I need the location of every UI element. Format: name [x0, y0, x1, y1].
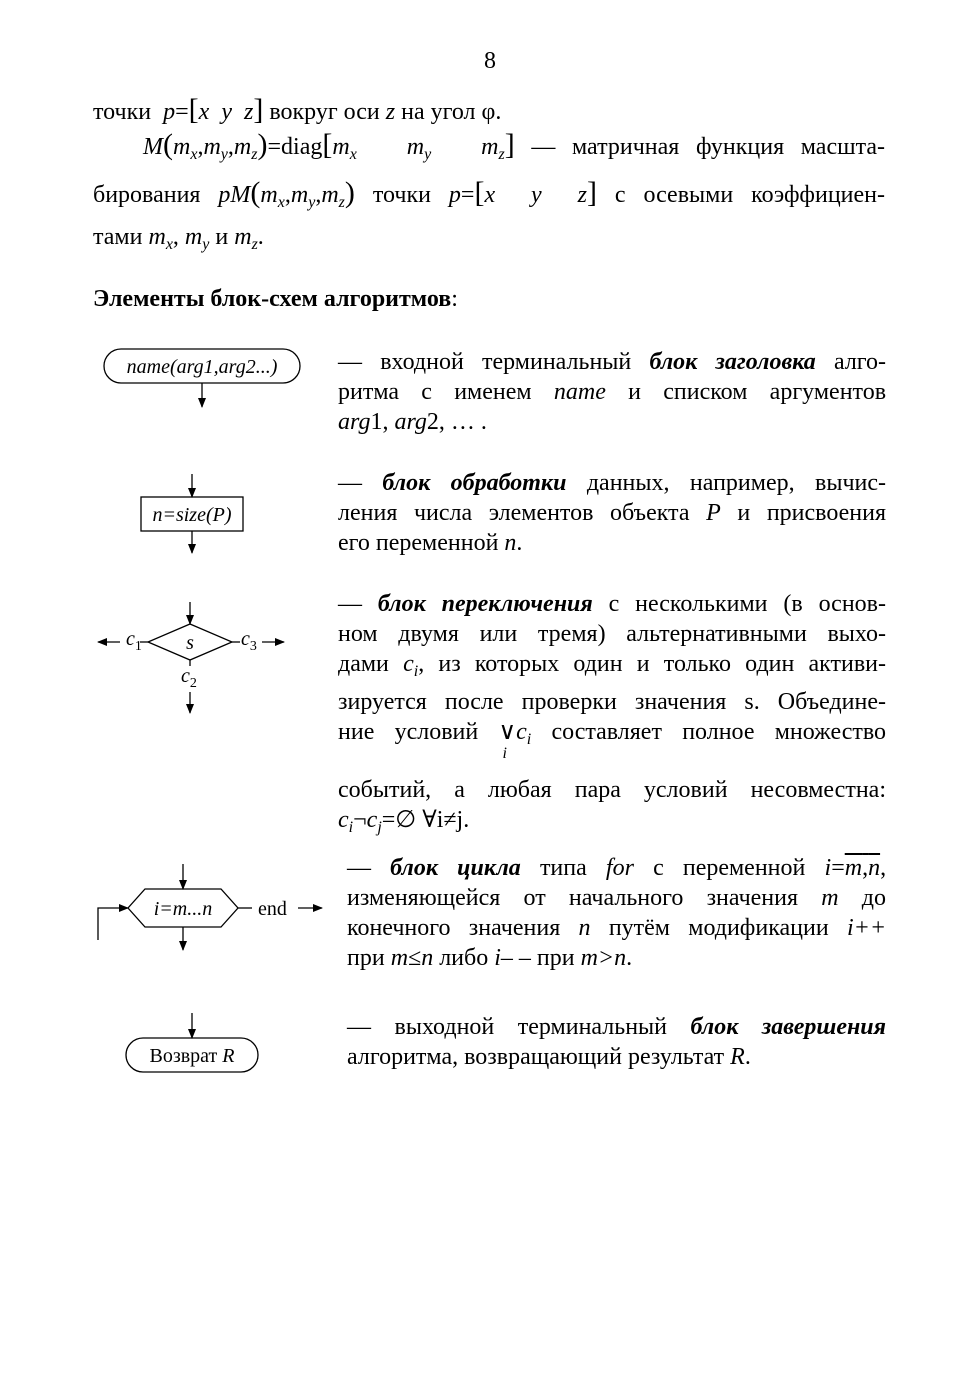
end-terminal-block [126, 1013, 258, 1072]
intro-line-1: точки p=[x y z] вокруг оси z на угол φ. [93, 93, 502, 126]
header-terminal-block [104, 349, 300, 407]
loop-block [98, 864, 322, 950]
loop-block-label: i=m...n [153, 898, 213, 920]
loop-end-label: end [258, 898, 287, 920]
header-block-label: name(arg1,arg2...) [126, 356, 278, 378]
switch-c3-label: $c_3$ [241, 628, 257, 654]
loop-block-description: — блок цикла типа for с переменной i=m,n, изменяющейся от начального значения m до конечного значения n путём модификации i++ при m≤n либо i– – при m>n. [347, 855, 887, 971]
header-block-description: — входной терминальный блок заголовка алго- ритма с именем name и списком аргументов arg1, arg2, … . [338, 349, 887, 435]
process-block-description: — блок обработки данных, например, вычис- ления числа элементов объекта P и присвоения его переменной n. [338, 470, 887, 556]
switch-block-label: s [186, 632, 194, 654]
switch-block [98, 602, 284, 713]
switch-c1-label: $c_1$ [126, 628, 142, 654]
intro-paragraph: $M(m_x,m_y,m_z)=diag[m_x$ $m_y$ $m_z$] — матричная функция масшта- бирования $pM(m_x,m_y,m_z)$ точки p=[x y z] с осевыми коэффициен- тами $m_x$, $m_y$ и $m_z$. [93, 128, 886, 253]
page-number: 8 [484, 48, 496, 74]
switch-block-description: — блок переключения с несколькими (в основ- ном двумя или тремя) альтернативными выхо- дами $c_i$, из которых один и только один активи- зируется после проверки значения s. Объедине- ние условий $\vee c_i$ i составляет полное множество событий, а любая пара условий несовместна: $c_i\neg c_j=\emptyset$ ∀i≠j. [338, 591, 887, 836]
end-block-label: Возврат R [149, 1045, 235, 1067]
switch-c2-label: $c_2$ [181, 665, 197, 691]
process-block [141, 474, 243, 553]
process-block-label: n=size(P) [152, 504, 232, 526]
section-heading: Элементы блок-схем алгоритмов: [93, 286, 458, 312]
end-block-description: — выходной терминальный блок завершения алгоритма, возвращающий результат R. [347, 1014, 887, 1070]
